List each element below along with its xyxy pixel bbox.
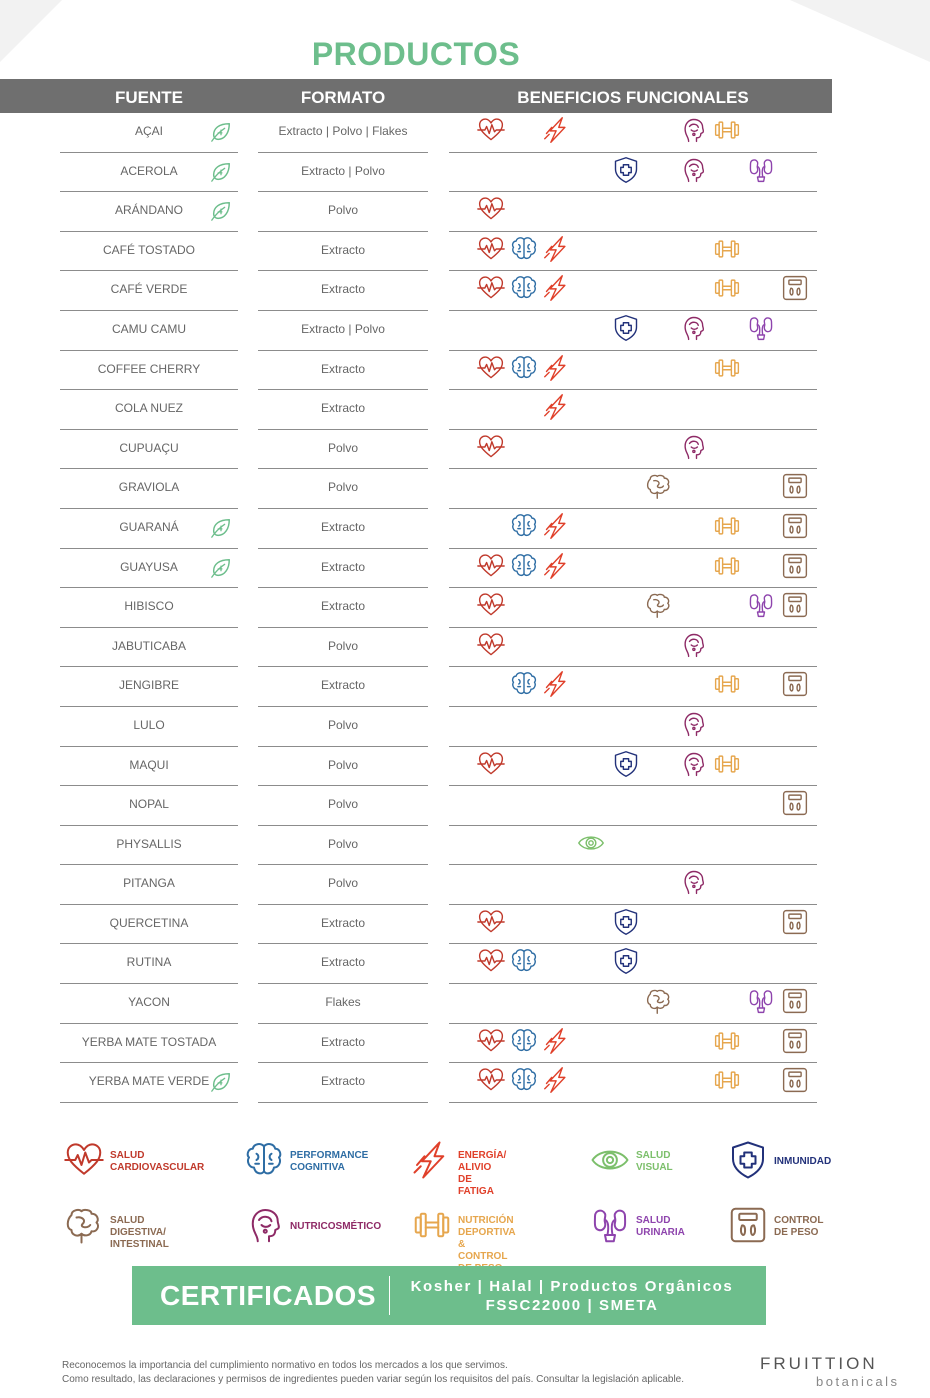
table-row (0, 628, 832, 668)
brain-icon (510, 512, 538, 540)
dumbbell-icon (713, 750, 741, 778)
product-name: PITANGA (123, 876, 175, 891)
product-format-cell (258, 508, 428, 549)
table-row (0, 905, 832, 945)
product-benefits-cell (449, 152, 817, 193)
product-name: COFFEE CHERRY (97, 361, 201, 376)
page-title: PRODUCTOS (311, 36, 521, 72)
product-name-cell (60, 389, 238, 430)
intestine-icon (645, 987, 673, 1015)
table-row (0, 271, 832, 311)
lightning-icon (543, 354, 571, 382)
product-format-cell (258, 152, 428, 193)
table-row (0, 826, 832, 866)
leaf-icon (210, 161, 232, 183)
heart-icon (477, 116, 505, 144)
product-name: YERBA MATE TOSTADA (81, 1034, 217, 1049)
product-name-cell (60, 508, 238, 549)
footer-note-2: Como resultado, las declaraciones y permisos de ingredientes pueden variar según los requisitos del país. Consultar la legislación aplicable. (62, 1374, 685, 1385)
heart-icon (477, 591, 505, 619)
product-benefits-cell (449, 270, 817, 311)
product-benefits-cell (449, 666, 817, 707)
brain-icon (510, 274, 538, 302)
legend-label-line1: NUTRICIÓN DEPORTIVA (458, 1215, 516, 1238)
scale-icon (781, 274, 809, 302)
product-name: HIBISCO (124, 599, 174, 614)
dumbbell-icon (713, 670, 741, 698)
shield-icon (612, 750, 640, 778)
table-row (0, 153, 832, 193)
product-name-cell (60, 112, 238, 153)
table-row (0, 351, 832, 391)
leaf-icon (210, 200, 232, 222)
scale-icon (781, 670, 809, 698)
legend-label-line2: ALIVIO DE FATIGA (458, 1162, 494, 1197)
product-benefits-cell (449, 112, 817, 153)
lightning-icon (543, 670, 571, 698)
product-name: QUERCETINA (109, 915, 189, 930)
brain-icon (510, 1066, 538, 1094)
legend-label (290, 1150, 368, 1174)
legend-label (636, 1150, 673, 1174)
table-row (0, 1063, 832, 1103)
product-name: CUPUAÇU (119, 440, 179, 455)
brain-icon (510, 552, 538, 580)
product-name: LULO (133, 717, 165, 732)
lightning-icon (543, 512, 571, 540)
product-benefits-cell (449, 310, 817, 351)
table-row (0, 549, 832, 589)
brain-icon (510, 354, 538, 382)
legend-label-line2: URINARIA (636, 1227, 685, 1238)
product-format-cell (258, 112, 428, 153)
product-name-cell (60, 983, 238, 1024)
legend-label-line1: SALUD DIGESTIVA/ (110, 1215, 166, 1238)
shield-icon (612, 314, 640, 342)
table-row (0, 232, 832, 272)
kidney-icon (747, 156, 775, 184)
product-benefits-cell (449, 785, 817, 826)
dumbbell-icon (713, 552, 741, 580)
table-row (0, 984, 832, 1024)
legend-label (290, 1221, 381, 1233)
product-name-cell (60, 152, 238, 193)
product-format-cell (258, 548, 428, 589)
certificates-divider (389, 1276, 390, 1315)
product-format-cell (258, 429, 428, 470)
legend-label-line1: ENERGÍA/ (458, 1150, 507, 1161)
heart-icon (477, 433, 505, 461)
footer-note-1: Reconocemos la importancia del cumplimiento normativo en todos los mercados a los que servimos. (62, 1360, 508, 1371)
leaf-icon (210, 517, 232, 539)
leaf-icon (210, 557, 232, 579)
product-format: Polvo (327, 638, 359, 653)
product-benefits-cell (449, 350, 817, 391)
product-name-cell (60, 429, 238, 470)
product-benefits-cell (449, 508, 817, 549)
product-name-cell (60, 548, 238, 589)
product-benefits-cell (449, 983, 817, 1024)
brand-tagline: botanicals (816, 1374, 900, 1389)
product-benefits-cell (449, 825, 817, 866)
table-row (0, 588, 832, 628)
lightning-icon (543, 552, 571, 580)
legend-label-line2: DE PESO (774, 1227, 819, 1238)
certificates-list-1: Kosher | Halal | Productos Orgânicos (410, 1278, 734, 1295)
heart-icon (477, 1066, 505, 1094)
heart-icon (477, 631, 505, 659)
product-format-cell (258, 825, 428, 866)
kidney-icon (747, 987, 775, 1015)
legend-label-line2: INTESTINAL (110, 1239, 169, 1250)
kidney-icon (747, 314, 775, 342)
legend-label (458, 1150, 506, 1198)
product-format: Extracto (320, 401, 365, 416)
product-benefits-cell (449, 627, 817, 668)
lightning-icon (543, 116, 571, 144)
product-format-cell (258, 746, 428, 787)
scale-icon (781, 1027, 809, 1055)
brand-logo: FRUITTION (760, 1354, 878, 1373)
table-row (0, 469, 832, 509)
product-name-cell (60, 825, 238, 866)
table-row (0, 786, 832, 826)
product-format: Extracto (320, 559, 365, 574)
brain-icon (510, 1027, 538, 1055)
dumbbell-icon (713, 1027, 741, 1055)
product-benefits-cell (449, 587, 817, 628)
heart-icon (477, 195, 505, 223)
product-benefits-cell (449, 468, 817, 509)
product-name: RUTINA (126, 955, 172, 970)
product-name: YERBA MATE VERDE (88, 1074, 210, 1089)
product-format: Extracto (320, 361, 365, 376)
dumbbell-icon (713, 1066, 741, 1094)
brain-icon (510, 235, 538, 263)
product-name-cell (60, 864, 238, 905)
legend-label (774, 1215, 823, 1239)
product-format: Polvo (327, 876, 359, 891)
product-name: CAMU CAMU (112, 321, 186, 336)
legend-label-line1: SALUD (110, 1150, 145, 1161)
table-row (0, 944, 832, 984)
product-name: YACON (128, 995, 170, 1010)
legend-label-line1: SALUD (636, 1150, 671, 1161)
heart-icon (477, 354, 505, 382)
kidney-icon (747, 591, 775, 619)
product-benefits-cell (449, 1062, 817, 1103)
face-icon (679, 710, 707, 738)
legend-label-line2: VISUAL (636, 1162, 673, 1173)
product-format-cell (258, 270, 428, 311)
product-format: Extracto (320, 1074, 365, 1089)
product-name-cell (60, 904, 238, 945)
dumbbell-icon (713, 274, 741, 302)
scale-icon (781, 512, 809, 540)
product-format-cell (258, 587, 428, 628)
face-icon (679, 750, 707, 778)
heart-icon (477, 274, 505, 302)
table-row (0, 509, 832, 549)
product-format-cell (258, 983, 428, 1024)
product-format-cell (258, 350, 428, 391)
product-name-cell (60, 785, 238, 826)
legend-label-line1: NUTRICOSMÉTICO (290, 1221, 382, 1232)
product-format: Polvo (327, 717, 359, 732)
intestine-icon (645, 591, 673, 619)
scale-icon (781, 908, 809, 936)
legend-label (110, 1215, 169, 1251)
product-benefits-cell (449, 943, 817, 984)
table-row (0, 1024, 832, 1064)
product-name-cell (60, 231, 238, 272)
product-benefits-cell (449, 1023, 817, 1064)
product-name-cell (60, 666, 238, 707)
heart-icon (477, 947, 505, 975)
product-name: GUARANÁ (119, 519, 179, 534)
product-format-cell (258, 666, 428, 707)
product-format: Extracto (320, 242, 365, 257)
intestine-icon (645, 472, 673, 500)
product-format-cell (258, 904, 428, 945)
product-format: Extracto (320, 599, 365, 614)
certificates-banner (132, 1266, 766, 1325)
lightning-icon (543, 393, 571, 421)
product-name: NOPAL (129, 797, 169, 812)
product-format-cell (258, 1062, 428, 1103)
header-fuente: FUENTE (115, 88, 183, 107)
product-name-cell (60, 468, 238, 509)
certificates-title: CERTIFICADOS (160, 1280, 376, 1311)
product-name-cell (60, 1062, 238, 1103)
lightning-icon (543, 274, 571, 302)
heart-icon (477, 908, 505, 936)
face-icon (679, 314, 707, 342)
table-row (0, 707, 832, 747)
heart-icon (477, 552, 505, 580)
product-name-cell (60, 270, 238, 311)
product-name: JENGIBRE (118, 678, 179, 693)
product-format: Polvo (327, 757, 359, 772)
product-format: Polvo (327, 440, 359, 455)
lightning-icon (543, 1066, 571, 1094)
product-format: Polvo (327, 836, 359, 851)
table-row (0, 747, 832, 787)
table-row (0, 113, 832, 153)
product-format-cell (258, 191, 428, 232)
heart-icon (477, 1027, 505, 1055)
product-name-cell (60, 746, 238, 787)
scale-icon (781, 789, 809, 817)
legend-label-line1: SALUD (636, 1215, 671, 1226)
header-beneficios: BENEFICIOS FUNCIONALES (517, 88, 749, 107)
product-name: PHYSALLIS (116, 836, 182, 851)
product-benefits-cell (449, 191, 817, 232)
dumbbell-icon (713, 512, 741, 540)
face-icon (679, 156, 707, 184)
product-format-cell (258, 468, 428, 509)
product-name-cell (60, 943, 238, 984)
product-benefits-cell (449, 706, 817, 747)
legend-label-line1: INMUNIDAD (774, 1156, 832, 1167)
product-name: CAFÉ TOSTADO (102, 242, 195, 257)
product-name: AÇAI (134, 124, 163, 138)
product-name: ARÁNDANO (114, 203, 183, 218)
product-benefits-cell (449, 904, 817, 945)
table-row (0, 311, 832, 351)
legend-label (110, 1150, 204, 1174)
table-row (0, 192, 832, 232)
products-table (0, 113, 832, 1103)
product-benefits-cell (449, 548, 817, 589)
product-format-cell (258, 864, 428, 905)
product-format: Extracto | Polvo (301, 321, 385, 336)
product-name-cell (60, 706, 238, 747)
product-format: Polvo (327, 797, 359, 812)
legend-label-line2: CARDIOVASCULAR (110, 1162, 205, 1173)
shield-icon (612, 908, 640, 936)
product-format-cell (258, 943, 428, 984)
face-icon (679, 433, 707, 461)
product-format: Extracto | Polvo | Flakes (278, 124, 408, 138)
product-name-cell (60, 627, 238, 668)
product-benefits-cell (449, 864, 817, 905)
shield-icon (612, 947, 640, 975)
dumbbell-icon (713, 354, 741, 382)
product-format: Extracto (320, 1034, 365, 1049)
heart-icon (477, 235, 505, 263)
product-format-cell (258, 1023, 428, 1064)
face-icon (679, 868, 707, 896)
certificates-list-2: FSSC22000 | SMETA (485, 1297, 659, 1314)
table-row (0, 865, 832, 905)
product-name-cell (60, 191, 238, 232)
scale-icon (781, 1066, 809, 1094)
product-name: COLA NUEZ (114, 401, 183, 416)
dumbbell-icon (713, 235, 741, 263)
lightning-icon (543, 1027, 571, 1055)
product-benefits-cell (449, 429, 817, 470)
shield-icon (612, 156, 640, 184)
legend-label-line1: PERFORMANCE (290, 1150, 369, 1161)
brain-icon (510, 670, 538, 698)
product-name: MAQUI (129, 757, 169, 772)
legend-label-line2: & CONTROL (458, 1239, 508, 1262)
product-benefits-cell (449, 231, 817, 272)
scale-icon (781, 472, 809, 500)
product-format: Flakes (325, 995, 361, 1010)
scale-icon (781, 987, 809, 1015)
product-format: Extracto (320, 915, 365, 930)
face-icon (679, 116, 707, 144)
product-name: JABUTICABA (111, 638, 186, 653)
product-format-cell (258, 706, 428, 747)
product-name: ACEROLA (120, 163, 178, 178)
product-benefits-cell (449, 746, 817, 787)
product-format-cell (258, 785, 428, 826)
product-name-cell (60, 350, 238, 391)
legend-label-line2: COGNITIVA (290, 1162, 345, 1173)
dumbbell-icon (713, 116, 741, 144)
table-row (0, 390, 832, 430)
heart-icon (477, 750, 505, 778)
scale-icon (781, 591, 809, 619)
scale-icon (781, 552, 809, 580)
product-name: GRAVIOLA (118, 480, 180, 495)
product-format: Extracto | Polvo (301, 163, 385, 178)
product-name-cell (60, 1023, 238, 1064)
leaf-icon (210, 1071, 232, 1093)
product-format-cell (258, 310, 428, 351)
brain-icon (510, 947, 538, 975)
product-format-cell (258, 231, 428, 272)
lightning-icon (543, 235, 571, 263)
face-icon (679, 631, 707, 659)
product-name-cell (60, 587, 238, 628)
product-format: Extracto (320, 678, 365, 693)
product-format: Extracto (320, 282, 365, 297)
table-row (0, 667, 832, 707)
product-name: CAFÉ VERDE (110, 282, 188, 297)
product-format: Polvo (327, 203, 359, 218)
benefits-legend (0, 1135, 930, 1262)
product-name: GUAYUSA (120, 559, 178, 574)
header-formato: FORMATO (300, 88, 386, 107)
leaf-icon (210, 121, 232, 143)
legend-label (636, 1215, 685, 1239)
eye-icon (577, 829, 605, 857)
product-format: Extracto (320, 519, 365, 534)
legend-label (774, 1156, 831, 1168)
product-format-cell (258, 389, 428, 430)
product-format: Extracto (320, 955, 365, 970)
product-name-cell (60, 310, 238, 351)
table-header (0, 79, 832, 113)
product-benefits-cell (449, 389, 817, 430)
product-format-cell (258, 627, 428, 668)
product-format: Polvo (327, 480, 359, 495)
legend-label-line1: CONTROL (774, 1215, 824, 1226)
table-row (0, 430, 832, 470)
